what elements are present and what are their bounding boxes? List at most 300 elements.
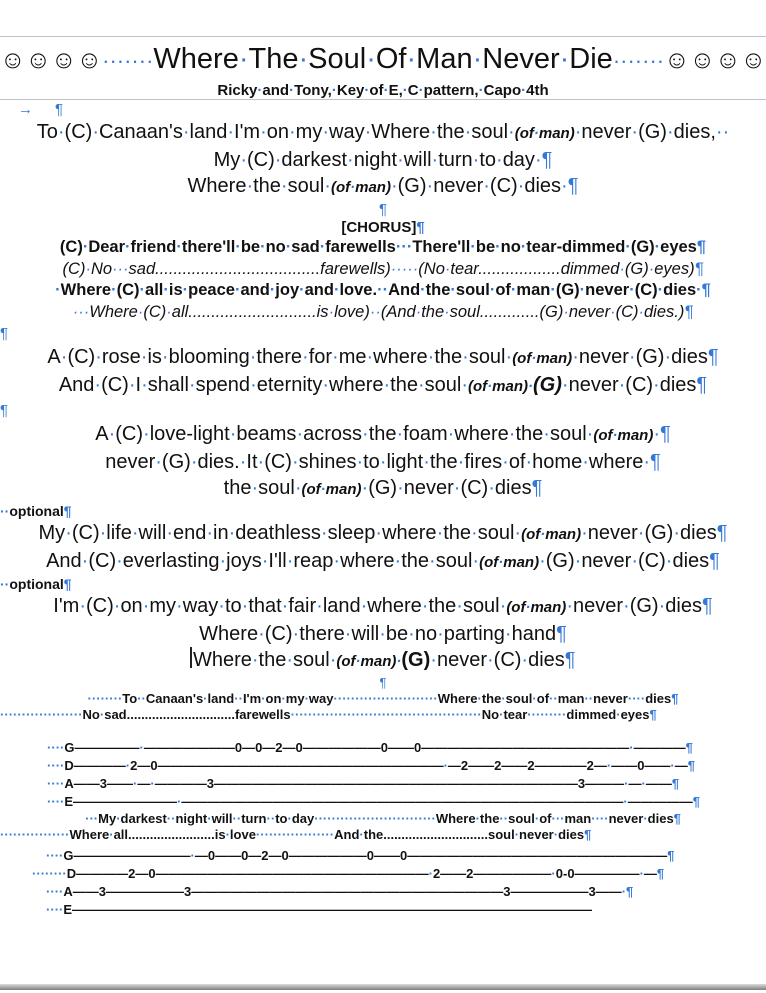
formatting-mark: · xyxy=(433,707,439,722)
formatting-mark: · xyxy=(657,281,664,299)
formatting-mark: · xyxy=(406,43,417,75)
formatting-mark: ¶ xyxy=(379,675,387,690)
formatting-mark: · xyxy=(321,827,326,842)
chorus-line2-echo[interactable]: ···Where·(C)·all............................is·love)··(And·the·soul.............(G)·never·(C)·dies.)¶ xyxy=(72,302,694,321)
formatting-mark: · xyxy=(60,794,65,809)
formatting-mark: · xyxy=(225,827,230,842)
tab1-string-E[interactable]: ····E————————·——————————————————————————————————·—————¶ xyxy=(47,794,700,809)
verse5-line1[interactable]: I'm·(C)·on·my·way·to·that·fair·land·where·the·soul·(of·man)·never·(G)·dies¶ xyxy=(53,595,713,617)
formatting-mark: · xyxy=(55,758,61,773)
formatting-mark: · xyxy=(303,707,308,722)
document-header xyxy=(0,37,766,99)
formatting-mark: · xyxy=(486,649,494,671)
formatting-mark: · xyxy=(388,811,393,826)
formatting-mark: · xyxy=(320,481,326,498)
formatting-mark: · xyxy=(268,827,274,842)
formatting-mark: · xyxy=(273,827,278,842)
formatting-mark: · xyxy=(460,707,465,722)
formatting-mark: · xyxy=(316,595,323,617)
formatting-mark: · xyxy=(606,758,612,773)
formatting-mark: · xyxy=(39,827,44,842)
verse1-line3[interactable]: Where·the·soul·(of·man)·(G)·never·(C)·dies·¶ xyxy=(187,175,579,197)
formatting-mark: · xyxy=(316,707,322,722)
formatting-mark: · xyxy=(182,121,190,143)
formatting-mark: · xyxy=(51,740,56,755)
tab-lyric-mid1[interactable]: ···My·darkest··night·will··turn··to·day····························Where·the··soul·of···man····never·dies¶ xyxy=(85,811,681,826)
formatting-mark: · xyxy=(508,423,516,445)
formatting-mark: · xyxy=(327,811,332,826)
formatting-mark: · xyxy=(610,302,616,321)
formatting-mark: · xyxy=(563,302,569,321)
formatting-mark: · xyxy=(346,691,351,706)
formatting-mark: · xyxy=(428,866,433,881)
verse3-line2[interactable]: never·(G)·dies.·It·(C)·shines·to·light·the·fires·of·home·where·¶ xyxy=(105,451,661,473)
optional-marker[interactable]: ··optional¶ xyxy=(0,576,72,592)
formatting-mark: · xyxy=(150,776,155,791)
formatting-mark: · xyxy=(472,149,480,171)
formatting-mark: · xyxy=(26,707,31,722)
formatting-mark: · xyxy=(366,346,374,368)
formatting-mark: · xyxy=(488,477,495,499)
formatting-mark: · xyxy=(549,707,554,722)
formatting-mark: · xyxy=(161,346,169,368)
formatting-mark: · xyxy=(653,374,660,396)
formatting-mark: · xyxy=(163,281,169,299)
formatting-mark: · xyxy=(408,623,415,645)
formatting-mark: ¶ xyxy=(707,346,719,368)
tab-lyric-mid2[interactable]: ················Where·all........................is·love··················And·the.............................soul·never·dies¶ xyxy=(0,827,592,842)
formatting-mark: · xyxy=(219,550,227,572)
formatting-mark: · xyxy=(78,707,83,722)
formatting-mark: · xyxy=(59,848,64,863)
formatting-mark: · xyxy=(572,346,579,368)
formatting-mark: · xyxy=(89,811,94,826)
tab-pilcrow-line[interactable] xyxy=(0,100,766,119)
verse5-line2[interactable]: Where·(C)·there·will·be·no·parting·hand¶ xyxy=(199,623,567,645)
formatting-mark: · xyxy=(502,451,509,473)
formatting-mark: · xyxy=(561,374,569,396)
formatting-mark: · xyxy=(131,522,139,544)
formatting-mark: · xyxy=(30,707,35,722)
formatting-mark: · xyxy=(337,691,343,706)
formatting-mark: · xyxy=(281,827,287,842)
formatting-mark: · xyxy=(498,554,504,571)
formatting-mark: · xyxy=(574,550,582,572)
formatting-mark: · xyxy=(362,811,367,826)
formatting-mark: · xyxy=(504,623,512,645)
formatting-mark: · xyxy=(368,691,373,706)
formatting-mark: · xyxy=(553,827,559,842)
formatting-mark: · xyxy=(350,179,356,196)
formatting-mark: · xyxy=(112,259,118,278)
formatting-mark: · xyxy=(425,707,430,722)
formatting-mark: · xyxy=(629,281,635,299)
formatting-mark: · xyxy=(50,902,55,917)
formatting-mark: · xyxy=(342,707,348,722)
verse1-line1[interactable]: To·(C)·Canaan's·land·I'm·on·my·way·Where·the·soul·(of·man)·never·(G)·dies,·· xyxy=(36,121,730,143)
formatting-mark: · xyxy=(508,121,515,143)
formatting-mark: · xyxy=(559,43,570,75)
formatting-mark: · xyxy=(312,707,317,722)
formatting-mark: · xyxy=(561,175,568,197)
formatting-mark: · xyxy=(443,758,448,773)
empty-paragraph[interactable] xyxy=(0,201,766,218)
formatting-mark: · xyxy=(379,451,387,473)
formatting-mark: · xyxy=(438,707,443,722)
formatting-mark: · xyxy=(534,149,542,171)
formatting-mark: · xyxy=(477,707,482,722)
formatting-mark: · xyxy=(269,281,276,299)
verse4-line2[interactable]: And·(C)·everlasting·joys·I'll·reap·where·the·soul·(of·man)·(G)·never·(C)·dies¶ xyxy=(46,550,720,572)
formatting-mark: · xyxy=(117,259,124,278)
formatting-mark: · xyxy=(355,707,361,722)
formatting-mark: · xyxy=(375,522,383,544)
formatting-mark: · xyxy=(60,740,65,755)
formatting-mark: · xyxy=(34,827,40,842)
formatting-mark: · xyxy=(325,707,330,722)
formatting-mark: · xyxy=(636,691,641,706)
tab1-string-D[interactable]: ····D————·2—0——————————————————————·—2——2——2————2—·——0——·—¶ xyxy=(47,758,695,773)
formatting-mark: · xyxy=(582,451,589,473)
formatting-mark: · xyxy=(457,451,465,473)
tab-lyric-header1[interactable]: ········To··Canaan's·land··I'm·on·my·way························Where·the·soul·of··man··never····dies¶ xyxy=(87,691,679,706)
tab2-string-G[interactable]: ····G—————————·—0——0—2—0——————0——0————————————————————¶ xyxy=(46,848,675,863)
verse3-line3[interactable]: the·soul·(of·man)·(G)·never·(C)·dies¶ xyxy=(223,477,543,499)
formatting-mark: · xyxy=(83,302,90,321)
formatting-mark: · xyxy=(281,595,289,617)
formatting-mark: · xyxy=(8,827,14,842)
formatting-mark: · xyxy=(176,238,182,256)
formatting-mark: · xyxy=(65,827,70,842)
formatting-mark: · xyxy=(137,691,142,706)
formatting-mark: · xyxy=(56,827,61,842)
chorus-line1-lead[interactable]: (C)·Dear·friend·there'll·be·no·sad·farewells···There'll·be·no·tear-dimmed·(G)·eyes¶ xyxy=(59,238,707,256)
formatting-mark: · xyxy=(364,707,369,722)
formatting-mark: · xyxy=(116,811,121,826)
formatting-mark: ¶ xyxy=(567,175,579,197)
formatting-mark: · xyxy=(416,691,421,706)
formatting-mark: · xyxy=(418,82,424,99)
verse3-line1[interactable]: A·(C)·love-light·beams·across·the·foam·where·the·soul·(of·man)·¶ xyxy=(95,423,671,445)
formatting-mark: · xyxy=(238,43,249,75)
formatting-mark: · xyxy=(409,811,415,826)
formatting-mark: · xyxy=(397,149,404,171)
formatting-mark: · xyxy=(140,346,148,368)
chorus-heading[interactable]: [CHORUS]¶ xyxy=(341,219,425,236)
formatting-mark: · xyxy=(430,121,437,143)
formatting-mark: · xyxy=(356,451,364,473)
formatting-mark: · xyxy=(54,848,60,863)
formatting-mark: · xyxy=(487,378,493,395)
formatting-mark: · xyxy=(456,595,463,617)
formatting-mark: · xyxy=(43,707,48,722)
formatting-mark: · xyxy=(366,43,376,75)
formatting-mark: · xyxy=(588,691,594,706)
formatting-mark: · xyxy=(50,884,55,899)
formatting-mark: · xyxy=(618,374,626,396)
formatting-mark: · xyxy=(555,811,561,826)
formatting-mark: · xyxy=(455,707,461,722)
formatting-mark: · xyxy=(137,302,144,321)
formatting-mark: · xyxy=(373,707,378,722)
formatting-mark: · xyxy=(139,740,144,755)
formatting-mark: · xyxy=(359,691,364,706)
formatting-mark: ¶ xyxy=(0,325,9,342)
formatting-mark: · xyxy=(146,48,154,73)
formatting-mark: · xyxy=(612,427,618,444)
formatting-mark: · xyxy=(654,238,661,256)
formatting-mark: · xyxy=(619,259,625,278)
formatting-mark: · xyxy=(8,707,14,722)
formatting-mark: · xyxy=(407,259,413,278)
formatting-mark: · xyxy=(55,776,61,791)
formatting-mark: ¶ xyxy=(416,219,425,236)
formatting-mark: · xyxy=(362,423,369,445)
formatting-mark: · xyxy=(426,175,434,197)
formatting-mark: · xyxy=(342,691,347,706)
formatting-mark: · xyxy=(447,707,452,722)
verse4-line1[interactable]: My·(C)·life·will·end·in·deathless·sleep·where·the·soul·(of·man)·never·(G)·dies¶ xyxy=(38,522,728,544)
formatting-mark: · xyxy=(586,423,594,445)
formatting-mark: · xyxy=(624,776,629,791)
formatting-mark: ¶ xyxy=(671,776,680,791)
formatting-mark: · xyxy=(329,649,337,671)
formatting-mark: · xyxy=(314,811,319,826)
formatting-mark: · xyxy=(176,595,183,617)
formatting-mark: · xyxy=(331,811,336,826)
verse2-line1[interactable]: A·(C)·rose·is·blooming·there·for·me·where·the·soul·(of·man)·never·(G)·dies¶ xyxy=(47,346,719,368)
formatting-mark: · xyxy=(206,522,214,544)
formatting-mark: · xyxy=(390,175,398,197)
formatting-mark: · xyxy=(333,691,338,706)
formatting-mark: · xyxy=(277,827,282,842)
formatting-mark: · xyxy=(627,691,633,706)
tab2-string-E[interactable]: ····E———————————————————————————————————————— xyxy=(46,902,593,917)
formatting-mark: · xyxy=(383,811,389,826)
formatting-mark: · xyxy=(177,794,182,809)
formatting-mark: · xyxy=(551,811,556,826)
formatting-mark: · xyxy=(322,121,330,143)
formatting-mark: · xyxy=(155,451,162,473)
formatting-mark: · xyxy=(560,811,565,826)
formatting-mark: · xyxy=(52,707,57,722)
formatting-mark: ¶ xyxy=(671,691,679,706)
formatting-mark: · xyxy=(417,374,425,396)
formatting-mark: · xyxy=(266,811,271,826)
formatting-mark: · xyxy=(429,707,434,722)
formatting-mark: · xyxy=(138,48,147,73)
formatting-mark: · xyxy=(353,811,358,826)
formatting-mark: · xyxy=(281,691,286,706)
formatting-mark: · xyxy=(363,691,369,706)
formatting-mark: · xyxy=(302,346,309,368)
formatting-mark: · xyxy=(562,707,567,722)
formatting-mark: · xyxy=(203,691,208,706)
formatting-mark: · xyxy=(375,811,380,826)
formatting-mark: · xyxy=(505,346,513,368)
formatting-mark: · xyxy=(235,238,241,256)
formatting-mark: · xyxy=(355,691,360,706)
tab1-string-G[interactable]: ····G—————·———————0—0—2—0——————0——0————————————————·————¶ xyxy=(47,740,693,755)
formatting-mark: · xyxy=(257,451,265,473)
formatting-mark: · xyxy=(72,302,79,321)
document-body[interactable] xyxy=(0,100,766,919)
formatting-mark: · xyxy=(521,649,529,671)
formatting-mark: · xyxy=(296,423,304,445)
formatting-mark: · xyxy=(116,550,123,572)
formatting-mark: · xyxy=(496,149,503,171)
formatting-mark: · xyxy=(113,691,118,706)
formatting-mark: · xyxy=(261,691,266,706)
tab2-string-A[interactable]: ····A——3——————3————————————————————————3——————3——·¶ xyxy=(46,884,634,899)
formatting-mark: · xyxy=(49,866,54,881)
formatting-mark: · xyxy=(166,811,172,826)
formatting-mark: · xyxy=(286,827,291,842)
formatting-mark: · xyxy=(312,827,317,842)
formatting-mark: · xyxy=(294,707,300,722)
formatting-mark: · xyxy=(47,776,52,791)
tab2-string-D[interactable]: ········D————2—0—————————————————————·2——2——————·0-0—————·—¶ xyxy=(32,866,665,881)
chorus-line1-echo[interactable]: (C)·No···sad....................................farewells)·····(No·tear..................dimmed·(G)·eyes)¶ xyxy=(62,259,704,278)
formatting-mark: · xyxy=(81,550,89,572)
formatting-mark: · xyxy=(335,811,341,826)
formatting-mark: · xyxy=(13,827,18,842)
formatting-mark: · xyxy=(366,811,371,826)
formatting-mark: · xyxy=(340,811,345,826)
formatting-mark: · xyxy=(319,238,326,256)
formatting-mark: · xyxy=(389,691,395,706)
formatting-mark: · xyxy=(396,259,402,278)
tab1-string-A[interactable]: ····A——3——·—·————3————————————————————————————3———·—·——¶ xyxy=(47,776,680,791)
formatting-mark: · xyxy=(324,175,331,197)
formatting-mark: · xyxy=(143,423,150,445)
formatting-mark: · xyxy=(632,691,637,706)
formatting-mark: · xyxy=(128,374,136,396)
formatting-mark: · xyxy=(643,451,651,473)
formatting-mark: · xyxy=(394,707,400,722)
formatting-mark: ¶ xyxy=(656,866,665,881)
formatting-mark: · xyxy=(96,691,101,706)
verse1-line2[interactable]: My·(C)·darkest·night·will·turn·to·day·¶ xyxy=(213,149,553,171)
formatting-mark: · xyxy=(229,423,237,445)
formatting-mark: · xyxy=(141,691,146,706)
formatting-mark: · xyxy=(383,374,391,396)
formatting-mark: · xyxy=(78,302,84,321)
formatting-mark: · xyxy=(260,238,266,256)
formatting-mark: · xyxy=(331,82,337,99)
formatting-mark: · xyxy=(351,707,356,722)
formatting-mark: · xyxy=(553,707,558,722)
formatting-mark: · xyxy=(450,281,456,299)
formatting-mark: · xyxy=(629,740,634,755)
formatting-mark: · xyxy=(60,776,65,791)
formatting-mark: · xyxy=(166,302,172,321)
formatting-mark: · xyxy=(359,827,364,842)
formatting-mark: · xyxy=(46,884,51,899)
formatting-mark: · xyxy=(141,374,148,396)
formatting-mark: · xyxy=(499,707,504,722)
formatting-mark: · xyxy=(47,827,53,842)
verse5-line3[interactable]: Where·the·soul·(of·man)·(G)·never·(C)·dies¶ xyxy=(0,647,766,675)
formatting-mark: · xyxy=(462,346,469,368)
formatting-mark: · xyxy=(471,522,478,544)
formatting-mark: · xyxy=(464,707,469,722)
formatting-mark: · xyxy=(510,281,517,299)
formatting-mark: · xyxy=(656,48,665,73)
formatting-mark: ¶ xyxy=(0,402,9,419)
formatting-mark: ¶ xyxy=(673,811,681,826)
formatting-mark: · xyxy=(280,175,288,197)
formatting-mark: · xyxy=(664,346,672,368)
formatting-mark: · xyxy=(534,811,540,826)
formatting-mark: · xyxy=(501,691,506,706)
formatting-mark: · xyxy=(591,811,596,826)
formatting-mark: · xyxy=(257,82,263,99)
formatting-mark: · xyxy=(604,811,609,826)
formatting-mark: · xyxy=(495,238,501,256)
formatting-mark: · xyxy=(444,259,451,278)
formatting-mark: · xyxy=(328,302,335,321)
formatting-mark: · xyxy=(298,43,309,75)
formatting-mark: · xyxy=(379,811,384,826)
formatting-mark: · xyxy=(59,884,64,899)
formatting-mark: · xyxy=(364,121,372,143)
formatting-mark: · xyxy=(238,691,243,706)
formatting-mark: · xyxy=(412,259,419,278)
formatting-mark: · xyxy=(79,595,86,617)
formatting-mark: · xyxy=(477,691,482,706)
formatting-mark: ¶ xyxy=(667,848,675,863)
formatting-mark: · xyxy=(295,827,300,842)
formatting-mark: · xyxy=(540,707,545,722)
formatting-mark: · xyxy=(286,649,294,671)
formatting-mark: · xyxy=(658,595,666,617)
formatting-mark: · xyxy=(623,794,628,809)
song-subtitle[interactable]: Ricky·and·Tony,·Key·of·E,·C·pattern,·Capo·4th xyxy=(217,82,549,99)
verse2-line2[interactable]: And·(C)·I·shall·spend·eternity·where·the·soul·(of·man)·(G)·never·(C)·dies¶ xyxy=(58,374,708,396)
empty-paragraph-left[interactable] xyxy=(0,400,766,421)
formatting-mark: · xyxy=(634,48,643,73)
formatting-mark: · xyxy=(4,576,10,592)
formatting-mark: · xyxy=(332,346,339,368)
formatting-mark: · xyxy=(299,707,304,722)
formatting-mark: · xyxy=(696,281,702,299)
formatting-mark: · xyxy=(429,550,436,572)
tab-lyric-header2[interactable]: ···················No·sad..............................farewells············································No·tear·········dimmed·eyes¶ xyxy=(0,707,657,722)
formatting-mark: · xyxy=(396,811,402,826)
formatting-mark: ¶ xyxy=(541,149,553,171)
formatting-mark: · xyxy=(461,374,469,396)
formatting-mark: · xyxy=(85,811,90,826)
formatting-mark: · xyxy=(468,707,474,722)
chorus-line2-lead[interactable]: ·Where·(C)·all·is·peace·and·joy·and·love.··And·the·soul·of·man·(G)·never·(C)·dies·¶ xyxy=(55,281,711,299)
formatting-mark: · xyxy=(241,595,249,617)
formatting-mark: · xyxy=(381,707,387,722)
optional-marker[interactable]: ··optional¶ xyxy=(0,503,72,519)
formatting-mark: · xyxy=(47,740,52,755)
formatting-mark: · xyxy=(207,811,212,826)
formatting-mark: · xyxy=(369,302,376,321)
formatting-mark: · xyxy=(579,281,586,299)
formatting-mark: · xyxy=(334,707,339,722)
empty-paragraph[interactable] xyxy=(0,675,766,691)
formatting-mark: · xyxy=(131,48,139,73)
formatting-mark: · xyxy=(100,691,105,706)
empty-paragraph-left[interactable] xyxy=(0,323,766,344)
formatting-mark: · xyxy=(673,522,681,544)
formatting-mark: · xyxy=(4,707,9,722)
song-title-line[interactable]: ☺☺☺☺·······Where·The·Soul·Of·Man·Never·Die·······☺☺☺☺ xyxy=(0,43,766,75)
